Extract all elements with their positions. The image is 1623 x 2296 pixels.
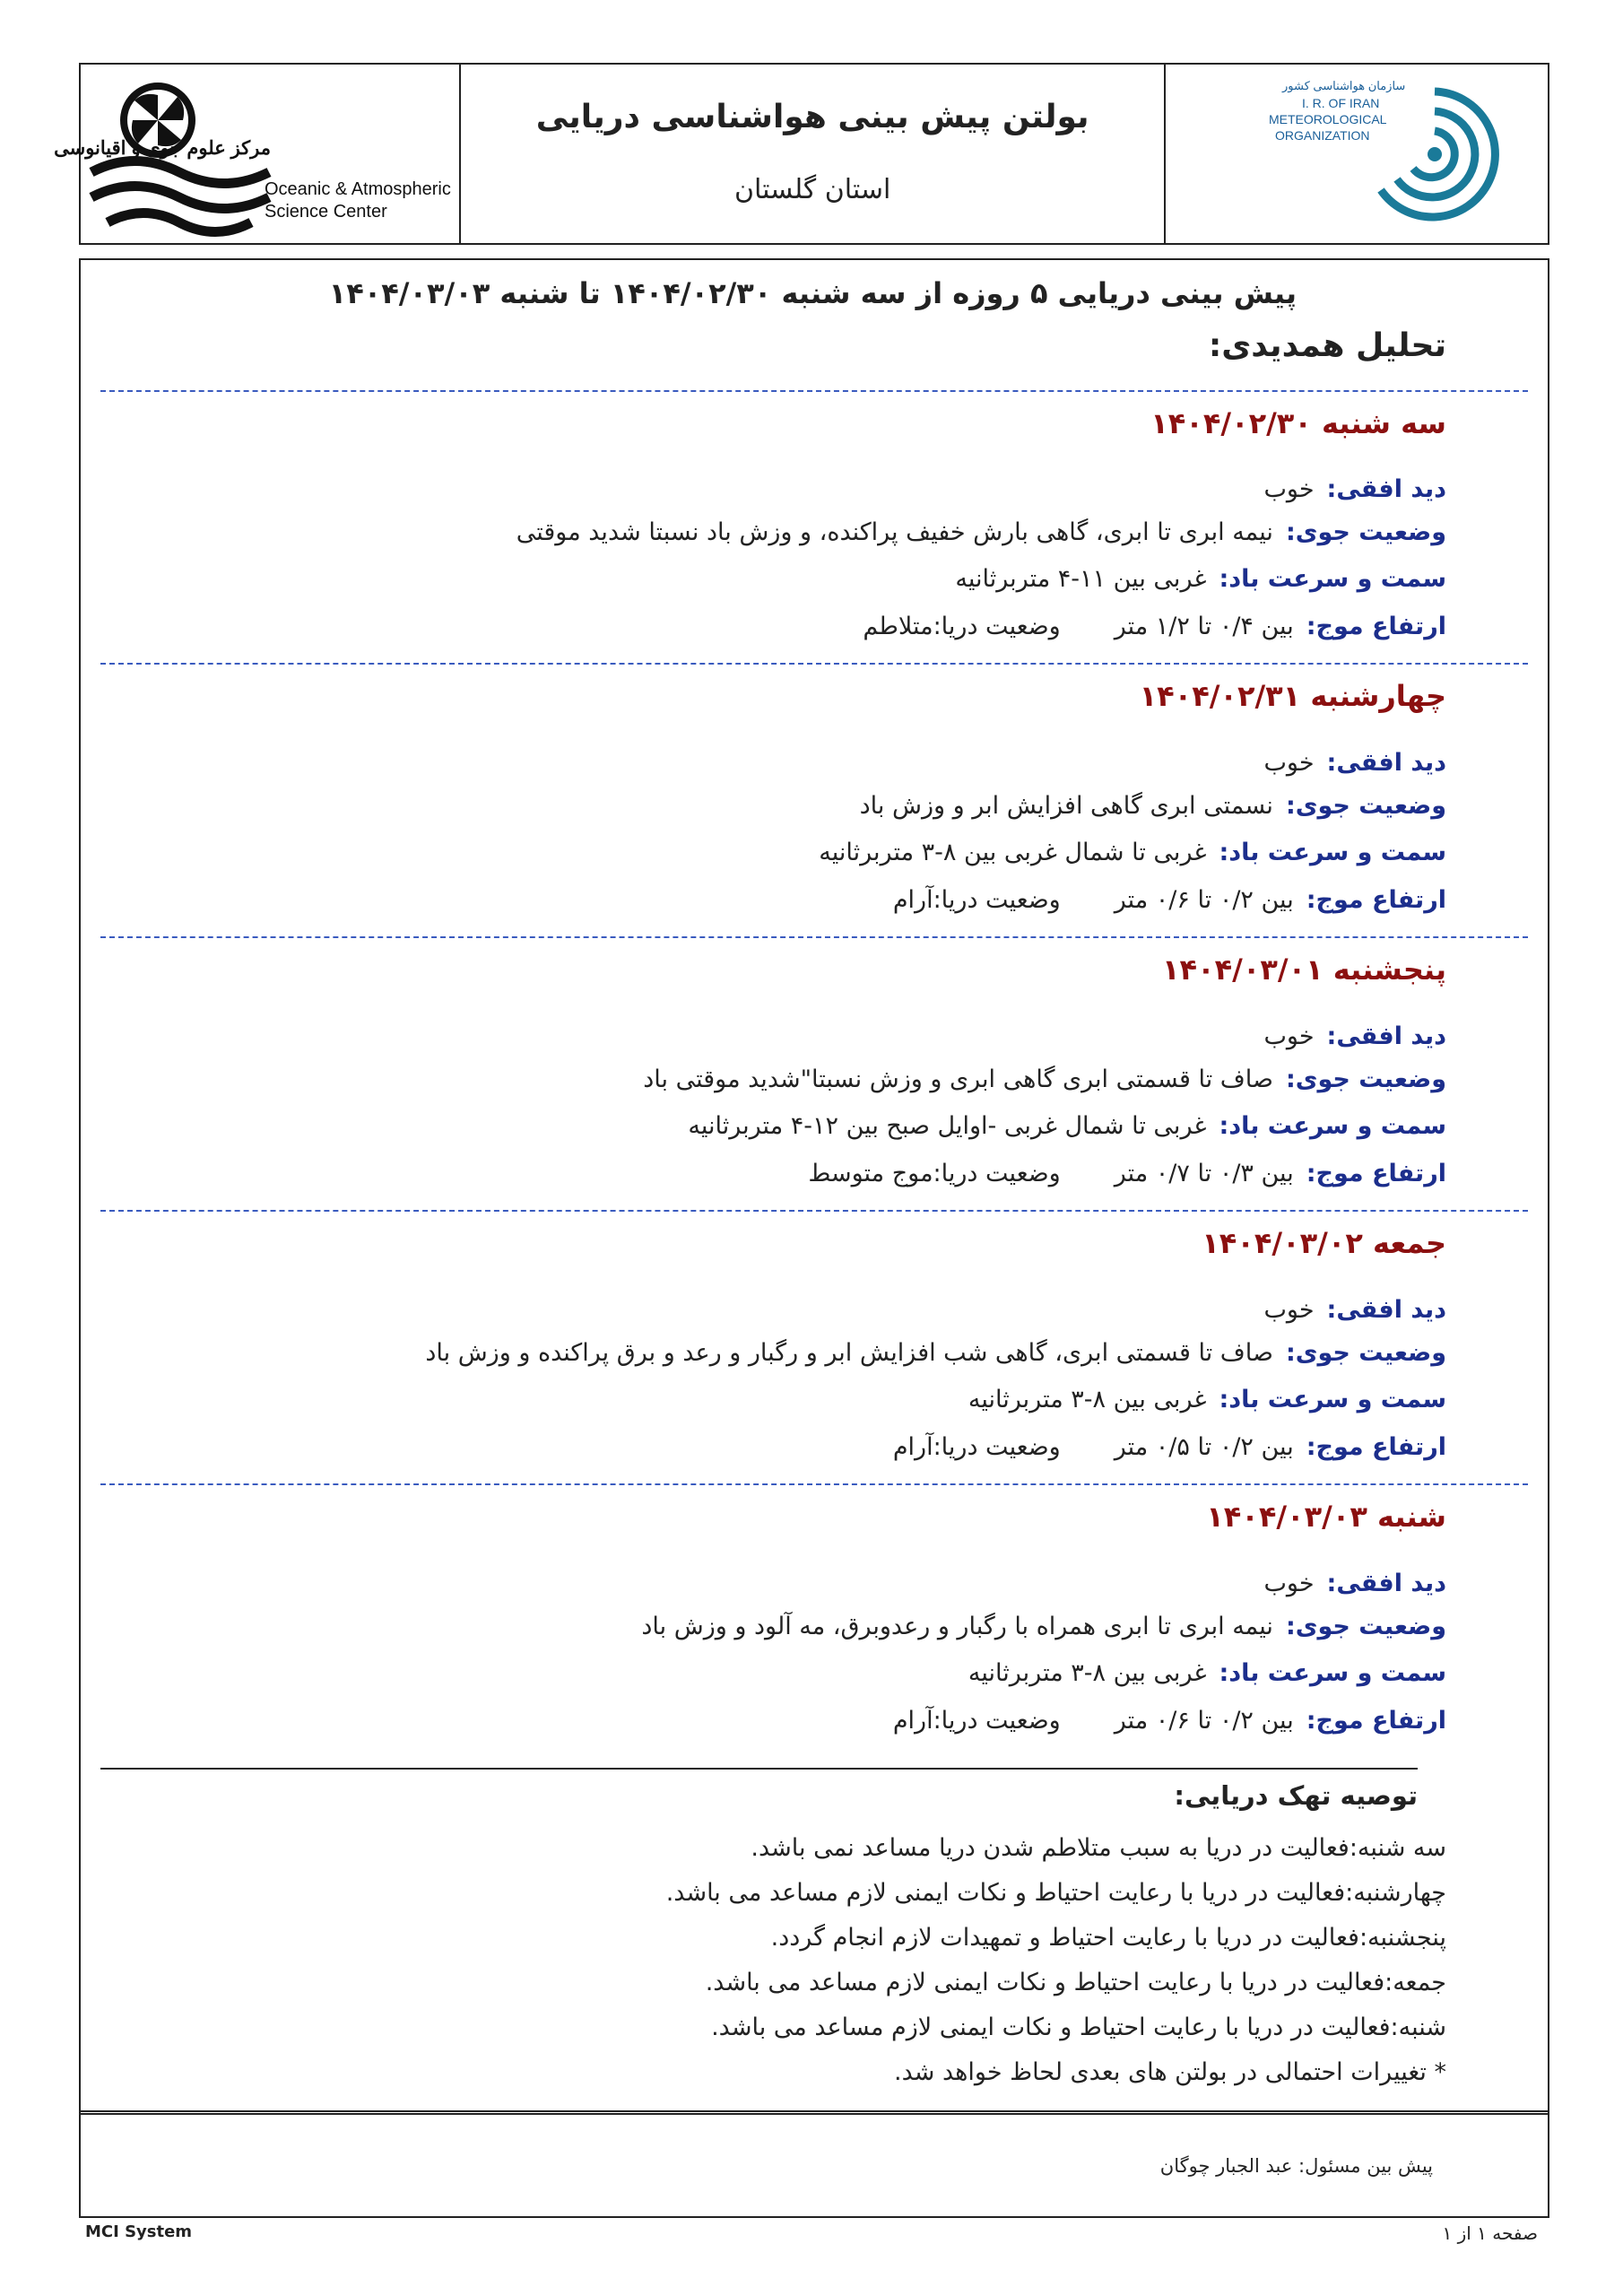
system-name: MCI System [85, 2222, 193, 2241]
wave-row [808, 1160, 1446, 1187]
wind-label: سمت و سرعت باد: [1219, 1386, 1446, 1413]
wind-label: سمت و سرعت باد: [1219, 1112, 1446, 1140]
weather-row [425, 1339, 1446, 1367]
wind-row [688, 1112, 1446, 1140]
met-logo-line3: ORGANIZATION [1275, 128, 1370, 143]
oceanic-center-logo-cell [54, 65, 459, 243]
visibility-row [1263, 749, 1446, 777]
weather-label: وضعیت جوی: [1285, 1339, 1446, 1367]
weather-value: صاف تا قسمتی ابری گاهی ابری و وزش نسبتا"شدید موقتی باد [643, 1065, 1273, 1093]
oceanic-logo-en-1: Oceanic & Atmospheric [265, 179, 451, 199]
weather-label: وضعیت جوی: [1285, 1613, 1446, 1640]
visibility-value: خوب [1263, 1570, 1315, 1597]
dashed-separator [100, 1210, 1528, 1212]
advisory-line: چهارشنبه:فعالیت در دریا با رعایت احتیاط و نکات ایمنی لازم مساعد می باشد. [665, 1879, 1446, 1907]
advisory-line: جمعه:فعالیت در دریا با رعایت احتیاط و نکات ایمنی لازم مساعد می باشد. [705, 1969, 1446, 1996]
wave-row [893, 886, 1446, 914]
synoptic-analysis-heading: تحلیل همدیدی: [1208, 327, 1446, 364]
wave-label: ارتفاع موج: [1306, 1433, 1446, 1461]
province-name: استان گلستان [733, 174, 891, 205]
wave-value: بین ۰/۴ تا ۱/۲ متر [1114, 613, 1294, 640]
wave-row [863, 613, 1446, 640]
wind-label: سمت و سرعت باد: [1219, 839, 1446, 866]
sea-state-value: وضعیت دریا:موج متوسط [808, 1160, 1061, 1187]
advisory-title: توصیه تهک دریایی: [1174, 1780, 1418, 1811]
wind-value: غربی بین ۸-۳ متربرثانیه [968, 1386, 1207, 1413]
visibility-value: خوب [1263, 475, 1315, 503]
day-title: پنجشنبه ۱۴۰۴/۰۳/۰۱ [1162, 952, 1446, 987]
weather-value: نسمتی ابری گاهی افزایش ابر و وزش باد [859, 792, 1273, 820]
responsible-forecaster: پیش بین مسئول: عبد الجبار چوگان [1159, 2155, 1433, 2177]
dashed-separator [100, 936, 1528, 938]
weather-row [516, 518, 1446, 546]
wind-label: سمت و سرعت باد: [1219, 565, 1446, 593]
day-title: جمعه ۱۴۰۴/۰۳/۰۲ [1202, 1226, 1446, 1260]
forecast-body [79, 258, 1549, 2115]
wave-label: ارتفاع موج: [1306, 1707, 1446, 1735]
wind-value: غربی تا شمال غربی بین ۸-۳ متربرثانیه [819, 839, 1207, 866]
weather-row [641, 1613, 1446, 1640]
weather-value: صاف تا قسمتی ابری، گاهی شب افزایش ابر و رگبار و رعد و برق پراکنده و وزش باد [425, 1339, 1273, 1367]
wind-label: سمت و سرعت باد: [1219, 1659, 1446, 1687]
visibility-value: خوب [1263, 1022, 1315, 1050]
visibility-label: دید افقی: [1326, 1022, 1446, 1050]
advisory-divider [100, 1768, 1418, 1770]
wind-value: غربی تا شمال غربی -اوایل صبح بین ۱۲-۴ متربرثانیه [688, 1112, 1207, 1140]
forecaster-box [79, 2110, 1549, 2218]
bulletin-header [54, 63, 1549, 245]
weather-label: وضعیت جوی: [1285, 1065, 1446, 1093]
met-logo-line2: METEOROLOGICAL [1269, 112, 1387, 126]
wind-row [955, 565, 1446, 593]
day-title: چهارشنبه ۱۴۰۴/۰۲/۳۱ [1139, 679, 1446, 713]
wave-value: بین ۰/۲ تا ۰/۶ متر [1114, 886, 1294, 914]
page-number: صفحه ۱ از ۱ [1442, 2222, 1538, 2244]
wave-row [893, 1707, 1446, 1735]
wave-value: بین ۰/۲ تا ۰/۶ متر [1114, 1707, 1294, 1735]
weather-label: وضعیت جوی: [1285, 792, 1446, 820]
visibility-label: دید افقی: [1326, 1296, 1446, 1324]
visibility-value: خوب [1263, 1296, 1315, 1324]
day-title: شنبه ۱۴۰۴/۰۳/۰۳ [1206, 1500, 1446, 1534]
wind-row [968, 1659, 1446, 1687]
advisory-line: سه شنبه:فعالیت در دریا به سبب متلاطم شدن دریا مساعد نمی باشد. [751, 1834, 1446, 1862]
met-logo-fa: سازمان هواشناسی کشور [1282, 79, 1406, 92]
weather-row [643, 1065, 1446, 1093]
wave-value: بین ۰/۲ تا ۰/۵ متر [1114, 1433, 1294, 1461]
meteorological-org-logo [1166, 65, 1546, 243]
visibility-row [1263, 475, 1446, 503]
wave-value: بین ۰/۳ تا ۰/۷ متر [1114, 1160, 1294, 1187]
wind-value: غربی بین ۸-۳ متربرثانیه [968, 1659, 1207, 1687]
visibility-label: دید افقی: [1326, 475, 1446, 503]
sea-state-value: وضعیت دریا:آرام [892, 886, 1061, 914]
meteorological-org-logo-cell [1164, 65, 1548, 243]
sea-state-value: وضعیت دریا:آرام [892, 1433, 1061, 1461]
wave-label: ارتفاع موج: [1306, 886, 1446, 914]
visibility-label: دید افقی: [1326, 1570, 1446, 1597]
wind-row [819, 839, 1446, 866]
wave-row [893, 1433, 1446, 1461]
weather-value: نیمه ابری تا ابری همراه با رگبار و رعدوبرق، مه آلود و وزش باد [641, 1613, 1273, 1640]
header-title-cell [459, 65, 1164, 243]
oceanic-center-logo [54, 65, 459, 243]
oceanic-logo-en-2: Science Center [265, 202, 387, 222]
visibility-row [1263, 1022, 1446, 1050]
dashed-separator [100, 663, 1528, 665]
weather-value: نیمه ابری تا ابری، گاهی بارش خفیف پراکنده، و وزش باد نسبتا شدید موقتی [516, 518, 1273, 546]
wind-value: غربی بین ۱۱-۴ متربرثانیه [955, 565, 1207, 593]
dashed-separator [100, 1483, 1528, 1485]
bulletin-title: بولتن پیش بینی هواشناسی دریایی [535, 99, 1089, 135]
day-title: سه شنبه ۱۴۰۴/۰۲/۳۰ [1150, 406, 1446, 440]
visibility-label: دید افقی: [1326, 749, 1446, 777]
sea-state-value: وضعیت دریا:آرام [892, 1707, 1061, 1735]
weather-label: وضعیت جوی: [1285, 518, 1446, 546]
wind-row [968, 1386, 1446, 1413]
met-logo-line1: I. R. OF IRAN [1302, 96, 1380, 110]
visibility-row [1263, 1570, 1446, 1597]
forecast-period-title: پیش بینی دریایی ۵ روزه از سه شنبه ۱۴۰۴/۰۲/۳۰ تا شنبه ۱۴۰۴/۰۳/۰۳ [328, 276, 1297, 310]
sea-state-value: وضعیت دریا:متلاطم [863, 613, 1061, 640]
oceanic-logo-fa: مرکز علوم جوی و اقیانوسی [54, 138, 271, 159]
advisory-note: * تغییرات احتمالی در بولتن های بعدی لحاظ خواهد شد. [894, 2058, 1446, 2086]
weather-row [860, 792, 1446, 820]
visibility-value: خوب [1263, 749, 1315, 777]
advisory-line: پنجشنبه:فعالیت در دریا با رعایت احتیاط و تمهیدات لازم انجام گردد. [770, 1924, 1446, 1952]
visibility-row [1263, 1296, 1446, 1324]
wave-label: ارتفاع موج: [1306, 1160, 1446, 1187]
wave-label: ارتفاع موج: [1306, 613, 1446, 640]
dashed-separator [100, 390, 1528, 392]
advisory-line: شنبه:فعالیت در دریا با رعایت احتیاط و نکات ایمنی لازم مساعد می باشد. [711, 2013, 1446, 2041]
